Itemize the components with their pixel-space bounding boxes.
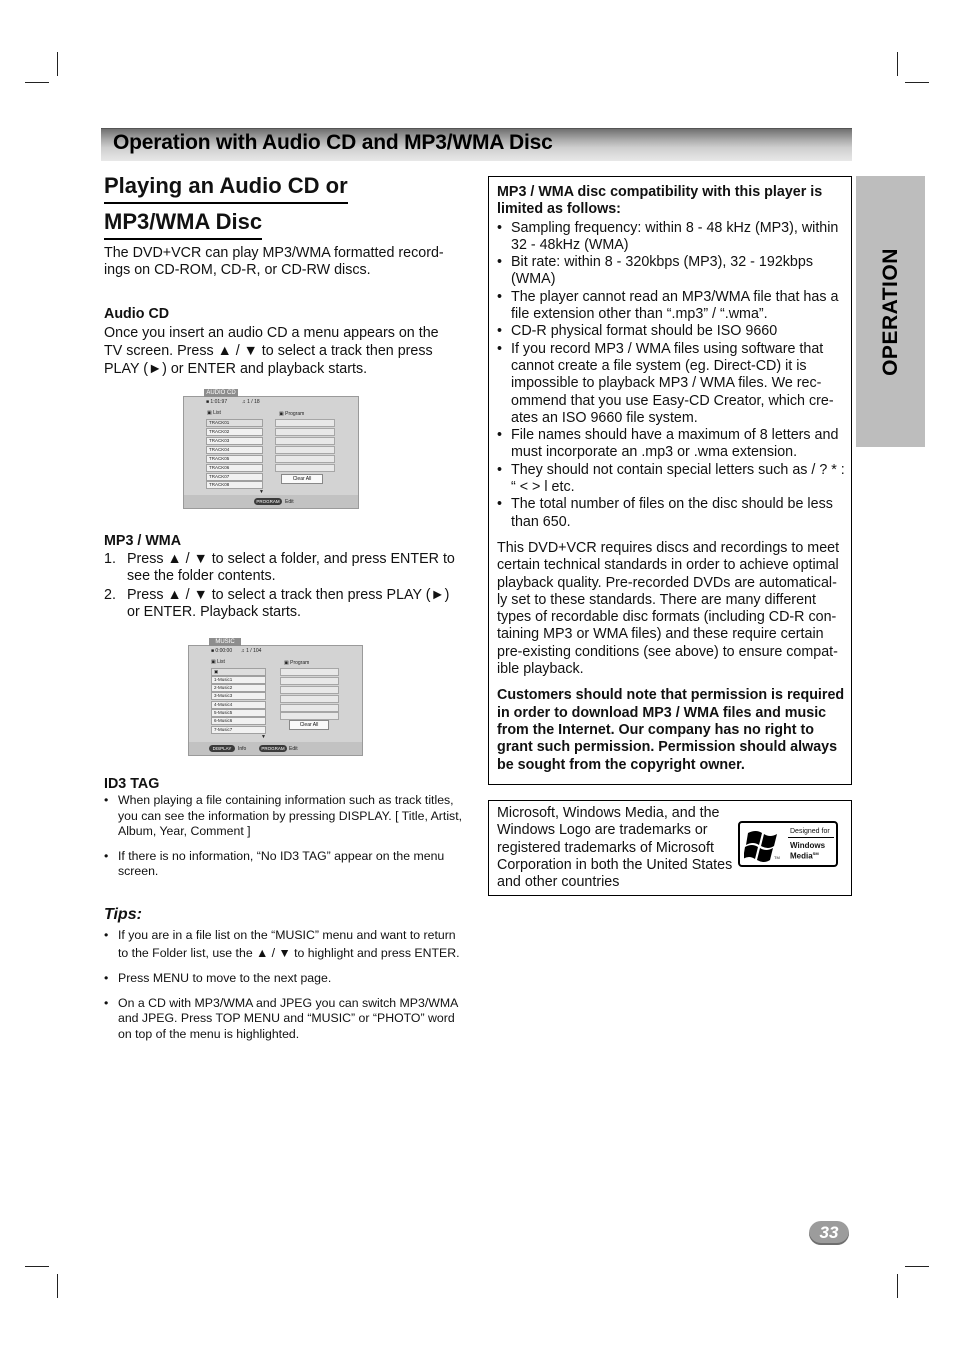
compat-item: • The total number of files on the disc should be less than 650. bbox=[497, 496, 849, 531]
scroll-down-icon: ▼ bbox=[259, 489, 264, 495]
compat-item: • Sampling frequency: within 8 - 48 kHz (MP3), within 32 - 48kHz (WMA) bbox=[497, 220, 849, 255]
program-label-text: Program bbox=[290, 660, 310, 666]
track-slot[interactable]: 3-Music3 bbox=[211, 692, 266, 700]
crop-mark bbox=[897, 52, 898, 76]
track-slot[interactable]: 1-Music1 bbox=[211, 676, 266, 684]
program-label-text: Program bbox=[285, 411, 305, 417]
tip-item: • Press MENU to move to the next page. bbox=[104, 971, 462, 987]
track-slot[interactable]: 6-Music6 bbox=[211, 717, 266, 725]
track-slot[interactable]: TRACK06 bbox=[206, 464, 263, 472]
program-slot[interactable] bbox=[280, 677, 339, 685]
time-value: 1:01:97 bbox=[210, 399, 228, 405]
compat-item: • CD-R physical format should be ISO 9660 bbox=[497, 323, 849, 340]
compat-item: • File names should have a maximum of 8 letters and must incorporate an .mp3 or .wma extension. bbox=[497, 427, 849, 462]
time-readout: ■ 1:01:97 bbox=[206, 399, 228, 405]
permission-notice: Customers should note that permission is required in order to download MP3 / WMA files and music from the Internet. Our company has no right to grant such permission. Permission should always be sought from the copyright owner. bbox=[497, 687, 845, 773]
music-menu-screen bbox=[188, 639, 363, 756]
clear-all-button[interactable]: Clear All bbox=[289, 720, 329, 730]
list-label: ▣ List bbox=[207, 410, 221, 416]
standards-paragraph: This DVD+VCR requires discs and recordings to meet certain technical standards in order to achieve optimal playback quality. Pre-recorded DVDs are automatical- ly set to these standards. There are many different types of recordable disc formats (including CD-R con- taining MP3 or WMA files) and these require certain pre-existing conditions (see above) to ensure compat- ible playback. bbox=[497, 539, 840, 678]
windows-media-logo bbox=[738, 821, 838, 867]
program-pill: PROGRAM bbox=[259, 745, 287, 752]
list-label-text: List bbox=[213, 410, 221, 416]
section-title bbox=[104, 168, 464, 240]
step-item bbox=[104, 551, 460, 586]
step-text: Press ▲ / ▼ to select a folder, and press ENTER to see the folder contents. bbox=[127, 551, 455, 585]
track-slot[interactable]: TRACK02 bbox=[206, 428, 263, 436]
track-slot[interactable]: TRACK03 bbox=[206, 437, 263, 445]
crop-mark bbox=[897, 1274, 898, 1298]
screen-footer bbox=[184, 495, 358, 508]
footer-info-label: Info bbox=[238, 746, 247, 752]
compatibility-list bbox=[497, 220, 849, 531]
screen-tab: AUDIO CD bbox=[204, 389, 238, 397]
track-slot[interactable]: 2-Music2 bbox=[211, 684, 266, 692]
page-header-title: Operation with Audio CD and MP3/WMA Disc bbox=[113, 131, 553, 154]
id3-list bbox=[104, 793, 466, 880]
program-label: ▣ Program bbox=[279, 411, 305, 417]
screen-footer bbox=[189, 742, 362, 755]
step-number: 2. bbox=[104, 586, 116, 603]
time-readout: ■ 0:00:00 bbox=[211, 648, 233, 654]
section-title-line2: MP3/WMA Disc bbox=[104, 206, 262, 240]
compatibility-content bbox=[497, 184, 849, 774]
logo-designed-for: Designed for bbox=[790, 828, 830, 835]
program-pill: PROGRAM bbox=[254, 498, 282, 505]
track-slot[interactable]: TRACK07 bbox=[206, 473, 263, 481]
tips-list bbox=[104, 927, 462, 1042]
program-slot[interactable] bbox=[280, 704, 339, 712]
program-slot[interactable] bbox=[275, 464, 335, 472]
program-label: ▣ Program bbox=[284, 660, 310, 666]
tip-item: • On a CD with MP3/WMA and JPEG you can switch MP3/WMA and JPEG. Press TOP MENU and “MUSIC” or “PHOTO” word on top of the menu is highlighted. bbox=[104, 996, 462, 1043]
footer-edit-label: Edit bbox=[289, 746, 298, 752]
track-slot[interactable]: TRACK05 bbox=[206, 455, 263, 463]
crop-mark bbox=[25, 1266, 49, 1267]
id3-item: • When playing a file containing information such as track titles, you can see the information by pressing DISPLAY. [ Title, Artist, Album, Year, Comment ] bbox=[104, 793, 466, 840]
track-slot[interactable]: TRACK04 bbox=[206, 446, 263, 454]
track-slot[interactable]: TRACK01 bbox=[206, 419, 263, 427]
folder-up-icon: ▣ bbox=[214, 669, 219, 674]
trademark-symbol: TM bbox=[774, 855, 780, 860]
track-slot[interactable]: 7-Music7 bbox=[211, 726, 266, 734]
crop-mark bbox=[57, 1274, 58, 1298]
section-title-line1: Playing an Audio CD or bbox=[104, 170, 348, 204]
compat-item: • They should not contain special letters such as / ? * : “ < > l etc. bbox=[497, 462, 849, 497]
side-tab bbox=[856, 176, 925, 447]
step-item bbox=[104, 587, 460, 622]
logo-media bbox=[790, 851, 819, 861]
mp3-wma-steps bbox=[104, 551, 460, 622]
program-slot[interactable] bbox=[280, 668, 339, 676]
logo-windows: Windows bbox=[790, 841, 826, 850]
step-number: 1. bbox=[104, 551, 116, 567]
audio-cd-menu-screen bbox=[183, 390, 359, 509]
mp3-wma-heading: MP3 / WMA bbox=[104, 533, 182, 549]
compat-item: • If you record MP3 / WMA files using software that cannot create a file system (eg. Direct-CD) it is impossible to playback MP3 / WMA files. We rec- ommend that you use Easy-CD Creator, which cre- ates an ISO 9660 file system. bbox=[497, 341, 849, 427]
track-slot[interactable]: 5-Music5 bbox=[211, 709, 266, 717]
track-slot[interactable]: 4-Music4 bbox=[211, 701, 266, 709]
track-count: ♫ 1 / 104 bbox=[241, 648, 262, 654]
crop-mark bbox=[905, 1266, 929, 1267]
program-slot[interactable] bbox=[275, 446, 335, 454]
program-slot[interactable] bbox=[275, 428, 335, 436]
program-slot[interactable] bbox=[275, 437, 335, 445]
id3-item: • If there is no information, “No ID3 TAG” appear on the menu screen. bbox=[104, 849, 466, 880]
logo-sm-mark: SM bbox=[812, 851, 819, 856]
program-slot[interactable] bbox=[280, 686, 339, 694]
logo-media-text: Media bbox=[790, 851, 813, 861]
list-label: ▣ List bbox=[211, 659, 225, 665]
side-tab-label: OPERATION bbox=[878, 247, 902, 376]
display-pill: DISPLAY bbox=[209, 745, 235, 752]
trademark-text: Microsoft, Windows Media, and the Windows Logo are trademarks or registered trademarks of Microsoft Corporation in both the United States and other countries bbox=[497, 805, 733, 891]
list-label-text: List bbox=[217, 659, 225, 665]
scroll-down-icon: ▼ bbox=[261, 734, 266, 740]
screen-tab: MUSIC bbox=[209, 638, 241, 646]
id3-heading: ID3 TAG bbox=[104, 776, 160, 792]
tips-heading: Tips: bbox=[104, 906, 142, 923]
crop-mark bbox=[905, 82, 929, 83]
track-count: ♫ 1 / 18 bbox=[242, 399, 260, 405]
parent-folder-slot[interactable] bbox=[211, 668, 266, 676]
crop-mark bbox=[57, 52, 58, 76]
logo-divider bbox=[788, 837, 834, 838]
audio-cd-text: Once you insert an audio CD a menu appears on the TV screen. Press ▲ / ▼ to select a track then press PLAY (►) or ENTER and playback starts. bbox=[104, 325, 439, 377]
track-count-value: 1 / 104 bbox=[246, 648, 262, 654]
compat-item: • The player cannot read an MP3/WMA file that has a file extension other than “.mp3” / “.wma”. bbox=[497, 289, 849, 324]
program-slot[interactable] bbox=[280, 695, 339, 703]
step-text: Press ▲ / ▼ to select a track then press PLAY (►) or ENTER. Playback starts. bbox=[127, 586, 450, 620]
track-slot[interactable]: TRACK08 bbox=[206, 481, 263, 489]
program-slot[interactable] bbox=[275, 419, 335, 427]
compatibility-heading: MP3 / WMA disc compatibility with this player is limited as follows: bbox=[497, 184, 823, 218]
intro-paragraph: The DVD+VCR can play MP3/WMA formatted record- ings on CD-ROM, CD-R, or CD-RW discs. bbox=[104, 245, 444, 279]
clear-all-button[interactable]: Clear All bbox=[281, 474, 323, 484]
tip-item: • If you are in a file list on the “MUSIC” menu and want to return to the Folder list, use the ▲ / ▼ to highlight and press ENTER. bbox=[104, 927, 462, 962]
audio-cd-heading: Audio CD bbox=[104, 306, 170, 322]
track-count-value: 1 / 18 bbox=[247, 399, 260, 405]
compatibility-box bbox=[488, 176, 852, 785]
footer-edit-label: Edit bbox=[285, 499, 294, 505]
crop-mark bbox=[25, 82, 49, 83]
time-value: 0:00:00 bbox=[215, 648, 233, 654]
page-number: 33 bbox=[809, 1221, 849, 1245]
program-slot[interactable] bbox=[275, 455, 335, 463]
program-slot[interactable] bbox=[280, 712, 339, 720]
compat-item: • Bit rate: within 8 - 320kbps (MP3), 32 - 192kbps (WMA) bbox=[497, 254, 849, 289]
